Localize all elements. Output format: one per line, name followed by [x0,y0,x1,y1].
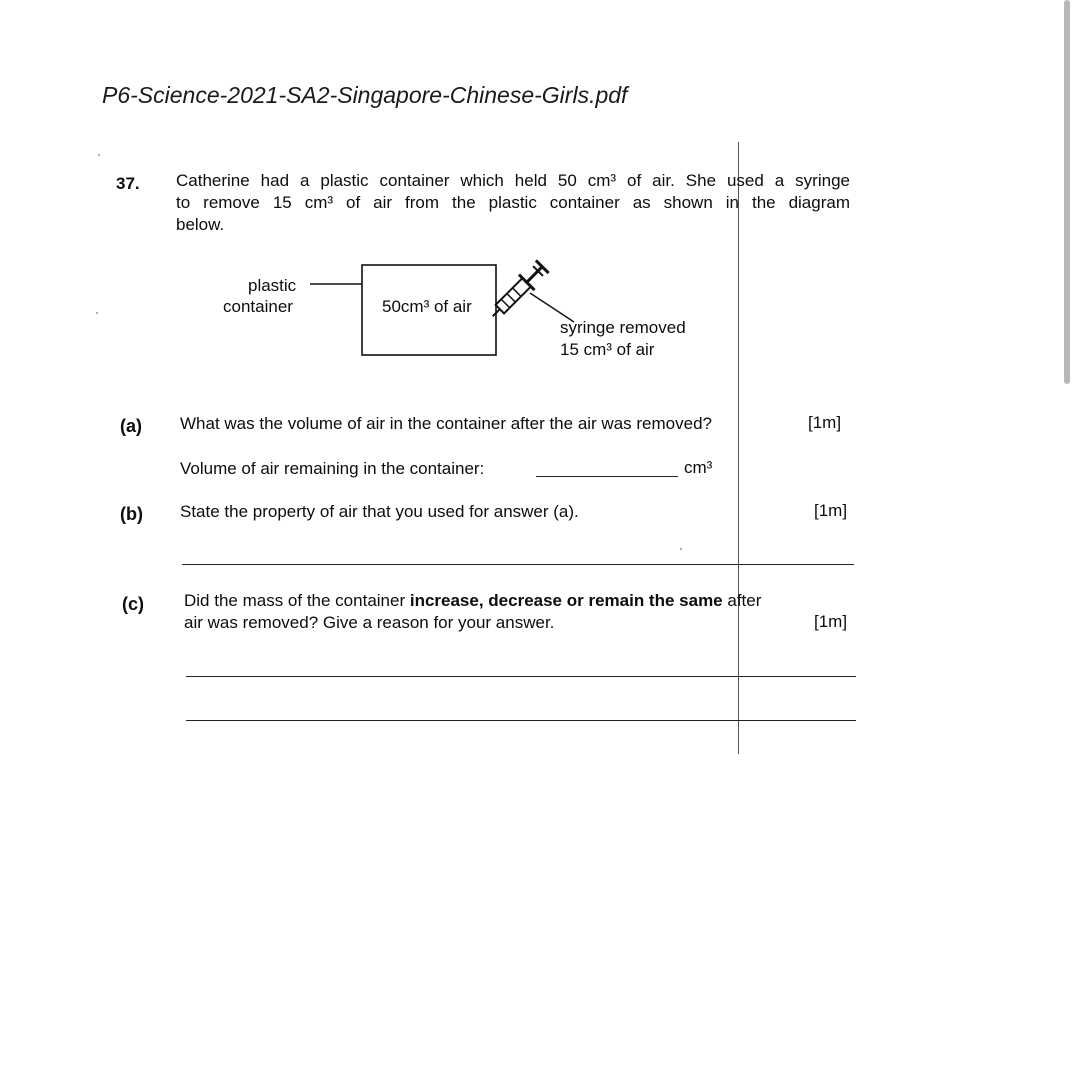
syringe-label-line1: syringe removed [560,318,686,337]
part-a-answer-prompt: Volume of air remaining in the container: [180,459,485,478]
part-b-label: (b) [120,504,143,524]
question-stem-line: below. [176,215,225,234]
diagram-svg [0,0,1080,400]
part-c-question-line2: air was removed? Give a reason for your answer. [184,613,555,632]
part-a-question: What was the volume of air in the container after the air was removed? [180,414,712,433]
part-c-answer-line-2[interactable] [186,720,856,721]
diagram [0,0,1080,400]
part-b-answer-line[interactable] [182,564,854,565]
container-label-line1: plastic [248,276,297,295]
document-title: P6-Science-2021-SA2-Singapore-Chinese-Girls.pdf [102,82,628,108]
question-number: 37. [116,174,140,193]
syringe-icon [485,259,550,324]
part-c-question-line1 [184,591,761,611]
part-c-question-text: after [722,591,762,610]
scan-speck [680,548,682,550]
part-a-answer-unit: cm³ [684,458,713,477]
question-stem-line: Catherine had a plastic container which held 50 cm³ of air. She used a syringe [176,171,850,190]
part-a-answer-blank[interactable] [536,476,678,477]
part-b-question: State the property of air that you used for answer (a). [180,502,579,521]
box-label: 50cm³ of air [382,297,472,316]
container-label-line2: container [223,297,293,316]
part-c-label: (c) [122,594,144,614]
part-c-question-emphasis: increase, decrease or remain the same [409,591,723,610]
part-a-marks: [1m] [808,413,842,432]
part-a-label: (a) [120,416,142,436]
part-b-marks: [1m] [814,501,848,520]
question-stem-line: to remove 15 cm³ of air from the plastic container as shown in the diagram [176,193,850,212]
syringe-label-line2: 15 cm³ of air [560,340,655,359]
part-c-marks: [1m] [814,612,848,631]
part-c-answer-line-1[interactable] [186,676,856,677]
part-c-question-text: Did the mass of the container [184,591,410,610]
